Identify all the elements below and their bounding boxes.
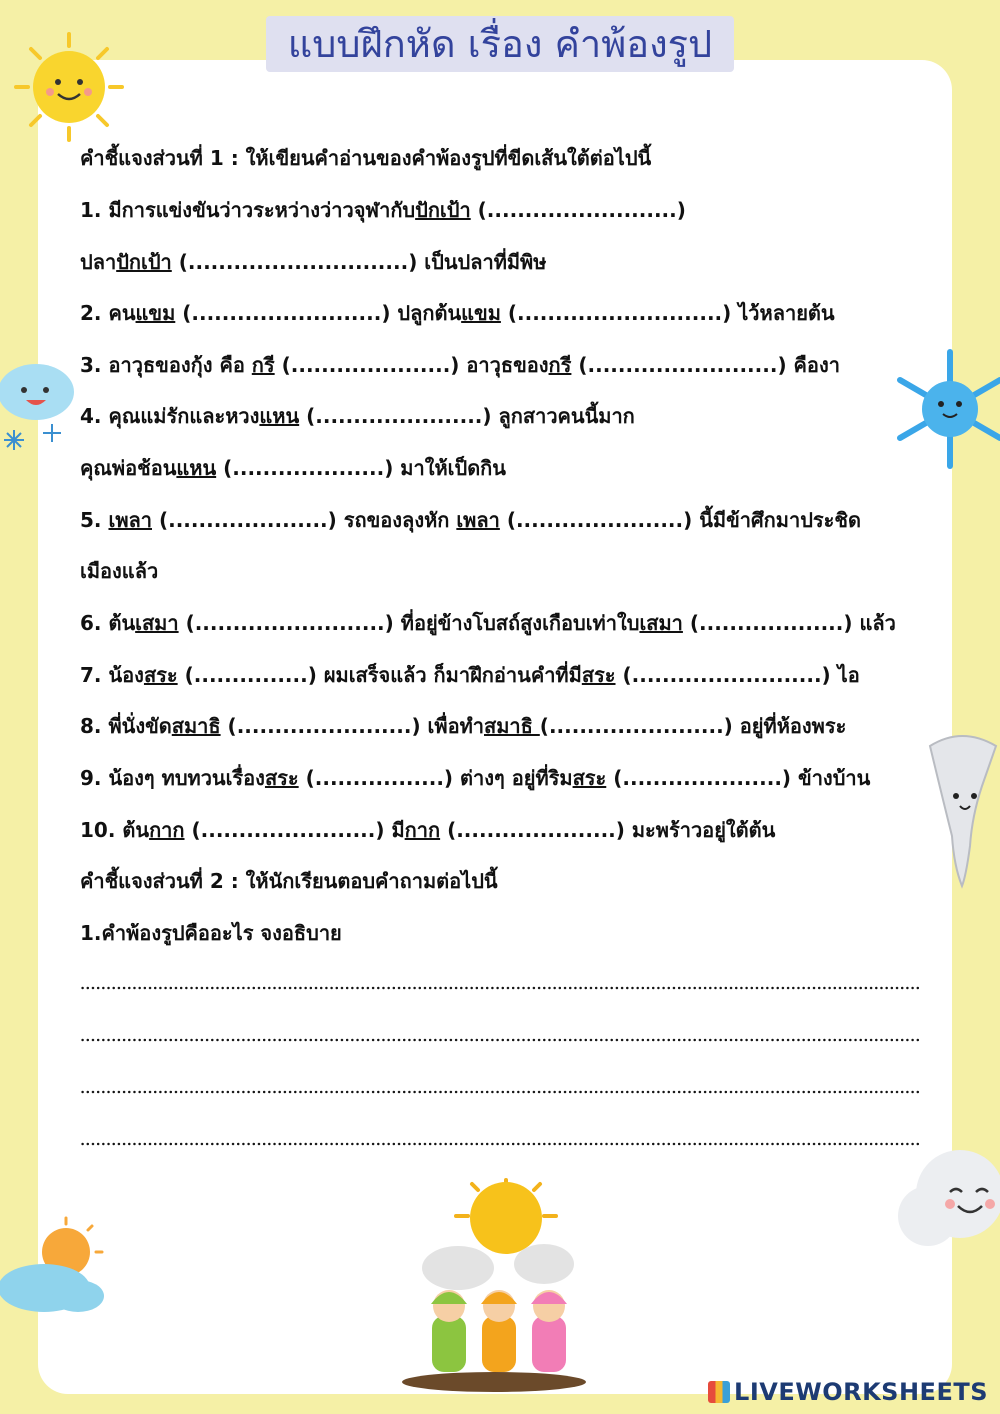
tornado-icon <box>922 726 1000 891</box>
exercise-line-4a: 4. คุณแม่รักและหวงแหน (......................) ลูกสาวคนนี้มาก <box>80 404 635 428</box>
kids-in-rain-illustration <box>394 1176 594 1394</box>
smiling-sun-icon <box>14 32 124 142</box>
answer-line-3[interactable] <box>80 1090 920 1094</box>
exercise-line-10: 10. ต้นกาก (.......................) มีกาก (.....................) มะพร้าวอยู่ใต้ต้น <box>80 818 776 842</box>
exercise-line-5a: 5. เพลา (.....................) รถของลุงหัก เพลา (......................) นี้มีข้าศึกมาประชิด <box>80 508 861 532</box>
liveworksheets-icon <box>708 1381 730 1403</box>
exercise-line-6: 6. ต้นเสมา (.........................) ที่อยู่ข้างโบสถ์สูงเกือบเท่าใบเสมา (...................) แล้ว <box>80 611 896 635</box>
exercise-line-7: 7. น้องสระ (...............) ผมเสร็จแล้ว ก็มาฝึกอ่านคำที่มีสระ (.........................) ไอ <box>80 663 860 687</box>
exercise-line-9: 9. น้องๆ ทบทวนเรื่องสระ (.................) ต่างๆ อยู่ที่ริมสระ (.....................) ข้างบ้าน <box>80 766 871 790</box>
answer-line-1[interactable] <box>80 986 920 990</box>
exercise-line-4b: คุณพ่อช้อนแหน (....................) มาให้เป็ดกิน <box>80 456 506 480</box>
part1-heading: คำชี้แจงส่วนที่ 1 : ให้เขียนคำอ่านของคำพ้องรูปที่ขีดเส้นใต้ต่อไปนี้ <box>80 146 652 170</box>
exercise-line-1b: ปลาปักเป้า (.............................) เป็นปลาที่มีพิษ <box>80 250 547 274</box>
page-title: แบบฝึกหัด เรื่อง คำพ้องรูป <box>266 16 734 72</box>
exercise-line-1a: 1. มีการแข่งขันว่าวระหว่างว่าวจุฬากับปักเป้า (.........................) <box>80 198 686 222</box>
exercise-line-5b: เมืองแล้ว <box>80 559 159 583</box>
snowflake-icon <box>892 344 1000 474</box>
sun-cloud-icon <box>0 1216 110 1316</box>
part2-heading: คำชี้แจงส่วนที่ 2 : ให้นักเรียนตอบคำถามต่อไปนี้ <box>80 869 498 893</box>
exercise-line-3: 3. อาวุธของกุ้ง คือ กรี (.....................) อาวุธของกรี (.........................) คืองา <box>80 353 840 377</box>
exercise-line-8: 8. พี่นั่งขัดสมาธิ (.......................) เพื่อทำสมาธิ (.......................) อยู่ที่ห้องพระ <box>80 714 847 738</box>
answer-line-4[interactable] <box>80 1142 920 1146</box>
answer-line-2[interactable] <box>80 1038 920 1042</box>
liveworksheets-logo: LIVEWORKSHEETS <box>708 1378 988 1406</box>
cloud-snow-icon <box>0 350 80 460</box>
exercise-line-2: 2. คนแขม (.........................) ปลูกต้นแขม (...........................) ไว้หลายต้น <box>80 301 835 325</box>
part2-question: 1.คำพ้องรูปคืออะไร จงอธิบาย <box>80 921 342 945</box>
smiling-cloud-icon <box>898 1146 1000 1256</box>
